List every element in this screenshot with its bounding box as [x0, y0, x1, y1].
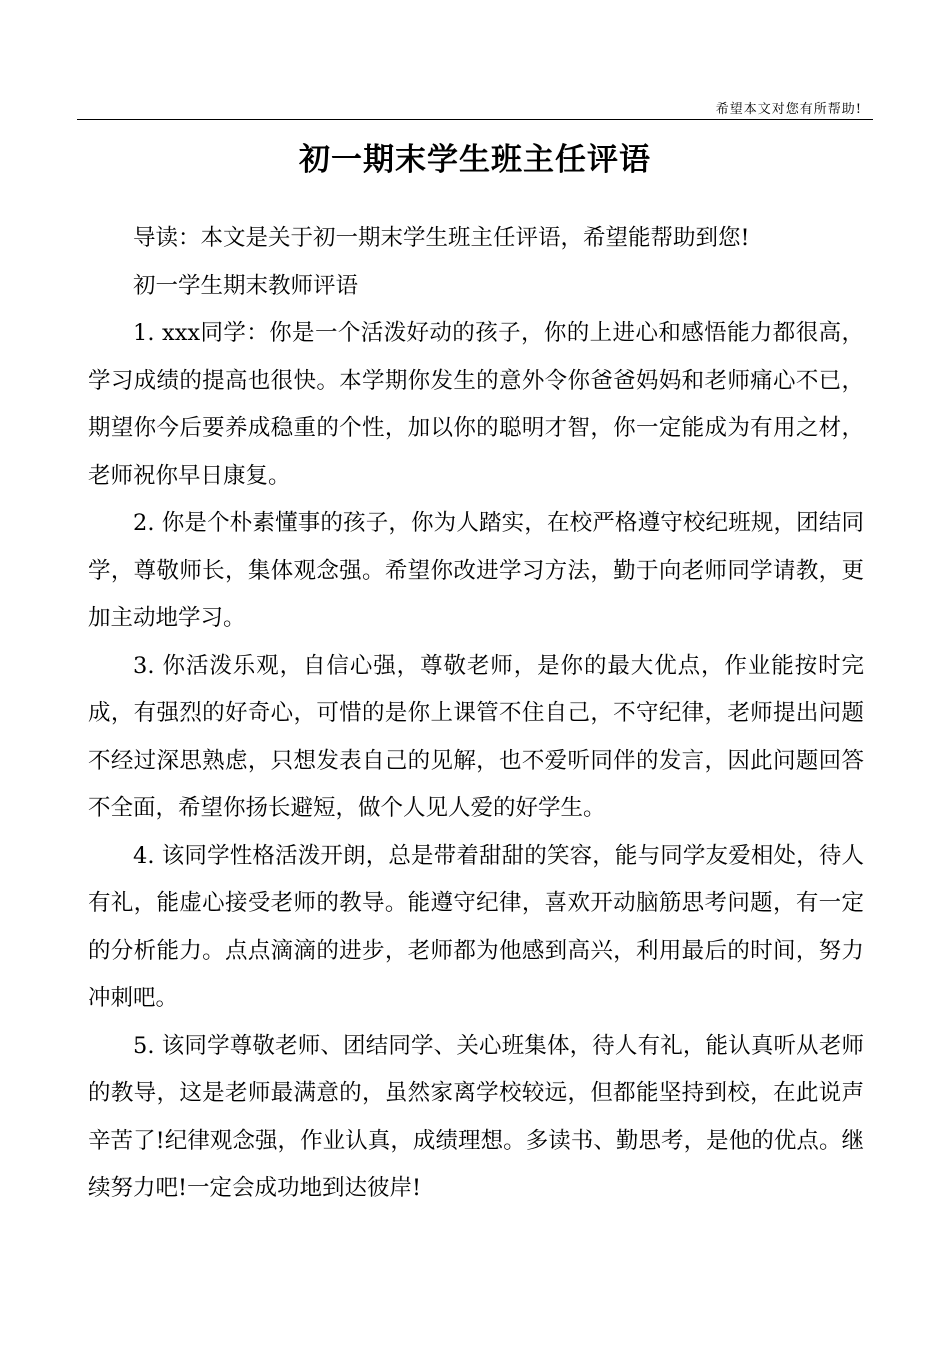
document-body — [88, 215, 864, 1213]
intro-paragraph: 导读：本文是关于初一期末学生班主任评语，希望能帮助到您! — [133, 225, 750, 251]
header-note: 希望本文对您有所帮助! — [715, 102, 862, 117]
comment-paragraph-4: 4. 该同学性格活泼开朗，总是带着甜甜的笑容，能与同学友爱相处，待人有礼，能虚心接受老师的教导。能遵守纪律，喜欢开动脑筋思考问题，有一定的分析能力。点点滴滴的进步，老师都为他感到高兴，利用最后的时间，努力冲刺吧。 — [88, 842, 864, 1011]
section-subtitle: 初一学生期末教师评语 — [133, 272, 359, 299]
comment-paragraph-2: 2. 你是个朴素懂事的孩子，你为人踏实，在校严格遵守校纪班规，团结同学，尊敬师长，集体观念强。希望你改进学习方法，勤于向老师同学请教，更加主动地学习。 — [88, 510, 864, 631]
comment-paragraph-3: 3. 你活泼乐观，自信心强，尊敬老师，是你的最大优点，作业能按时完成，有强烈的好奇心，可惜的是你上课管不住自己，不守纪律，老师提出问题不经过深思熟虑，只想发表自己的见解，也不爱听同伴的发言，因此问题回答不全面，希望你扬长避短，做个人见人爱的好学生。 — [88, 652, 864, 821]
header-divider — [77, 119, 873, 120]
comment-paragraph-5: 5. 该同学尊敬老师、团结同学、关心班集体，待人有礼，能认真听从老师的教导，这是老师最满意的，虽然家离学校较远，但都能坚持到校，在此说声辛苦了!纪律观念强，作业认真，成绩理想。多读书、勤思考，是他的优点。继续努力吧!一定会成功地到达彼岸! — [88, 1032, 864, 1201]
document-title: 初一期末学生班主任评语 — [299, 142, 651, 178]
comment-paragraph-1: 1. xxx同学：你是一个活泼好动的孩子，你的上进心和感悟能力都很高，学习成绩的提高也很快。本学期你发生的意外令你爸爸妈妈和老师痛心不已，期望你今后要养成稳重的个性，加以你的聪明才智，你一定能成为有用之材，老师祝你早日康复。 — [88, 320, 864, 489]
